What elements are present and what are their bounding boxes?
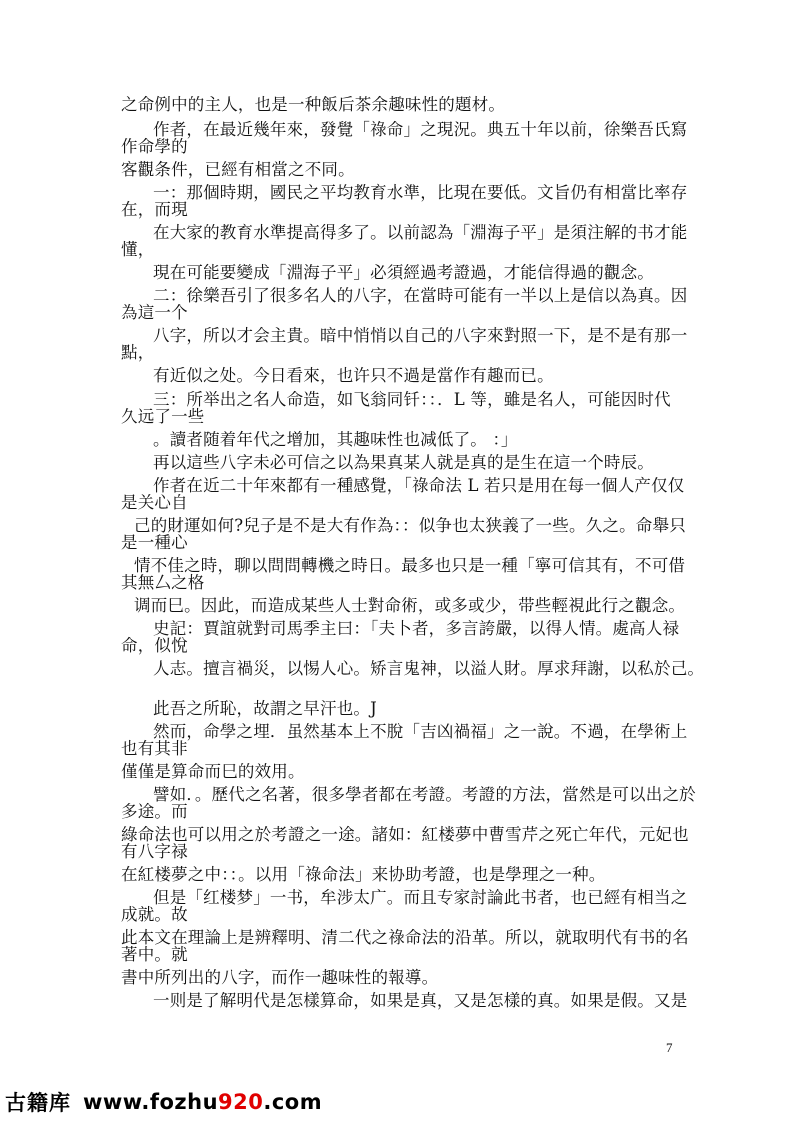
text-line: 成就。故 xyxy=(121,905,188,924)
text-line: 也有其非 xyxy=(121,739,188,758)
text-line: 己的財運如何?兒子是不是大有作為：：似争也太狭義了一些。久之。命舉只 xyxy=(134,516,686,535)
text-line: 三：所举出之名人命造，如飞翁同钎：：．L 等，雖是名人，可能因时代 xyxy=(153,390,671,409)
text-line: 再以這些八字未必可信之以為果真某人就是真的是生在這一个時辰。 xyxy=(153,453,654,472)
text-line: 命，似悅 xyxy=(121,636,188,655)
text-line: 是关心自 xyxy=(121,493,188,512)
text-line: 然而，命學之埋．虽然基本上不脫「吉凶禍福」之一說。不過，在學術上 xyxy=(153,722,688,741)
text-line: 在紅楼夢之中：：。以用「祿命法」来协助考證，也是學理之一种。 xyxy=(121,865,606,884)
text-line: 是一種心 xyxy=(121,533,188,552)
text-line: 史記：賈誼就對司馬季主曰：「夫卜者，多言誇嚴，以得人情。處高人禄 xyxy=(153,619,680,638)
text-line: 書中所列出的八字，而作一趣味性的報導。 xyxy=(121,968,439,987)
text-line: 作者在近二十年來都有一種感覺，「祿命法 L 若只是用在每一個人产仅仅 xyxy=(153,476,685,495)
text-line: 有近似之处。今日看來，也许只不過是當作有趣而已。 xyxy=(153,366,554,385)
text-line: 之命例中的主人，也是一种飯后茶余趣味性的題材。 xyxy=(121,95,506,114)
text-line: 调而巳。因此，而造成某些人士對命術，或多或少，带些輕視此行之觀念。 xyxy=(134,596,686,615)
text-line: 作者，在最近幾年來，發覺「祿命」之現況。典五十年以前，徐樂吾氏寫 xyxy=(153,120,688,139)
text-line: 八字，所以才会主貴。暗中悄悄以自己的八字來對照一下，是不是有那一 xyxy=(153,326,688,345)
text-line: 此吾之所恥，故謂之早汗也。J xyxy=(153,699,377,718)
watermark-site-name: 古籍库 xyxy=(5,1091,71,1115)
text-line: 著中。就 xyxy=(121,945,188,964)
text-line: 一：那個時期，國民之平均教育水準，比現在要低。文旨仍有相當比率存 xyxy=(153,183,688,202)
text-line: 客觀条件，已經有相當之不同。 xyxy=(121,160,355,179)
text-line: 二：徐樂吾引了很多名人的八字，在當時可能有一半以上是信以為真。因 xyxy=(153,286,688,305)
text-line: 在大家的教育水準提高得多了。以前認為「淵海子平」是須注解的书才能 xyxy=(153,223,688,242)
watermark-url-highlight: 920 xyxy=(218,1090,264,1114)
text-line: 。讀者随着年代之增加，其趣味性也减低了。 ：」 xyxy=(153,430,518,449)
text-line: 懂， xyxy=(121,240,155,259)
text-line: 點， xyxy=(121,343,155,362)
watermark-url-prefix: www.fozhu xyxy=(83,1090,219,1114)
text-line: 人志。擅言禍災，以惕人心。矫言鬼神，以溢人財。厚求拜謝，以私於己。 xyxy=(153,659,705,678)
text-line: 但是「红楼梦」一书，牟涉太广。而且专家討論此书者，也已經有相当之 xyxy=(153,888,688,907)
site-watermark xyxy=(0,1085,322,1119)
text-line: 一则是了解明代是怎樣算命，如果是真，又是怎樣的真。如果是假。又是 xyxy=(153,991,688,1010)
text-line: 僅僅是算命而巳的效用。 xyxy=(121,762,305,781)
text-line: 為這一个 xyxy=(121,303,188,322)
watermark-url xyxy=(83,1090,322,1114)
text-line: 情不佳之時，聊以問問轉機之時日。最多也只是一種「寧可信其有，不可借 xyxy=(134,556,686,575)
text-line: 有八字禄 xyxy=(121,842,188,861)
text-line: 綠命法也可以用之於考證之一途。諸如：紅楼夢中曹雪芹之死亡年代，元妃也 xyxy=(121,825,689,844)
text-line: 此本文在理論上是辨釋明、清二代之祿命法的沿革。所以，就取明代有书的名 xyxy=(121,928,689,947)
watermark-url-suffix: .com xyxy=(263,1090,323,1114)
text-line: 作命學的 xyxy=(121,137,188,156)
page-number: 7 xyxy=(666,1040,673,1055)
text-line: 久远了一些 xyxy=(121,407,205,426)
text-line: 在，而現 xyxy=(121,200,188,219)
text-line: 多途。而 xyxy=(121,802,188,821)
text-line: 譬如．。歷代之名著，很多學者都在考證。考證的方法，當然是可以出之於 xyxy=(153,785,696,804)
text-line: 現在可能要變成「淵海子平」必須經過考證過，才能信得過的觀念。 xyxy=(153,263,654,282)
text-line: 其無厶之格 xyxy=(121,573,205,592)
